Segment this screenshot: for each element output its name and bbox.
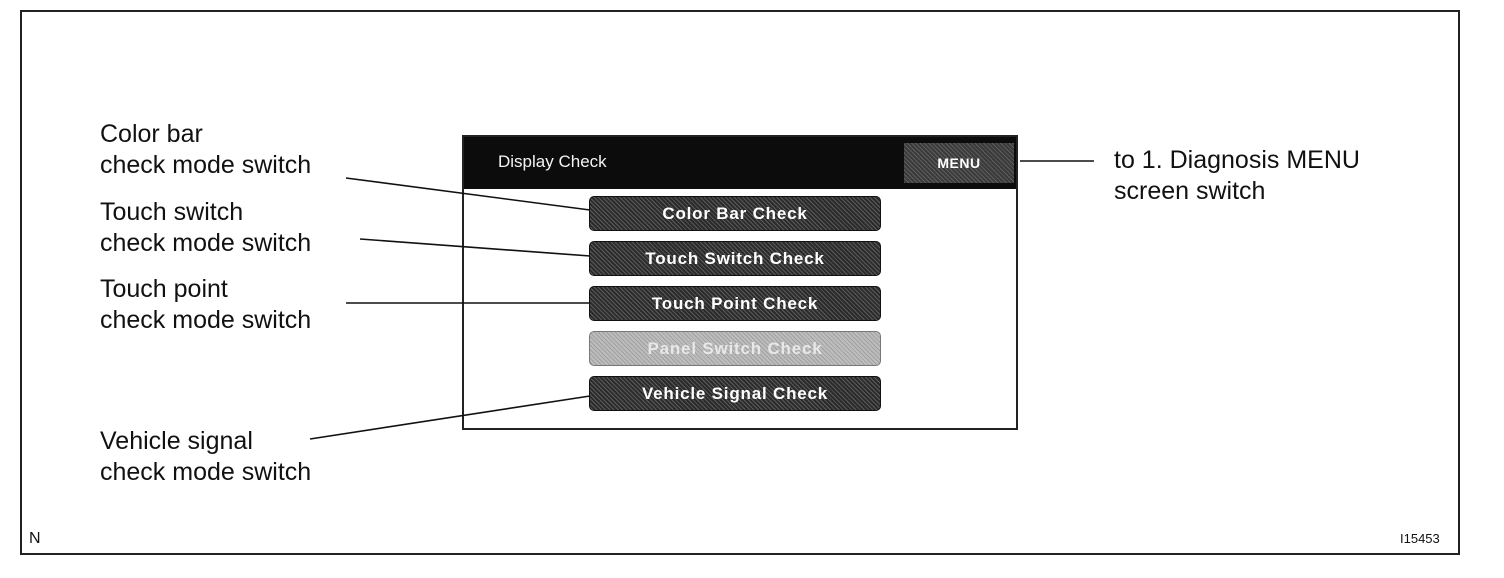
callout-line: check mode switch [100, 306, 312, 334]
leader-line-vehicle-signal [310, 396, 590, 439]
corner-mark: N [29, 530, 41, 547]
callout-line: Color bar [100, 120, 203, 148]
callout-line: check mode switch [100, 458, 312, 486]
menu-button[interactable]: MENU [904, 143, 1014, 183]
callout-line: check mode switch [100, 151, 312, 179]
figure-id: I15453 [1400, 531, 1440, 546]
callout-line: screen switch [1114, 177, 1266, 205]
screen-title: Display Check [498, 152, 607, 171]
color-bar-check-button[interactable]: Color Bar Check [589, 196, 881, 231]
panel-switch-check-button[interactable]: Panel Switch Check [589, 331, 881, 366]
leader-line-color-bar [346, 178, 590, 210]
leader-line-touch-switch [360, 239, 590, 256]
callout-line: Touch switch [100, 198, 244, 226]
touch-point-check-button[interactable]: Touch Point Check [589, 286, 881, 321]
callout-line: Vehicle signal [100, 427, 253, 455]
touch-switch-check-button[interactable]: Touch Switch Check [589, 241, 881, 276]
callout-line: check mode switch [100, 229, 312, 257]
callout-line: Touch point [100, 275, 228, 303]
vehicle-signal-check-button[interactable]: Vehicle Signal Check [589, 376, 881, 411]
callout-line: to 1. Diagnosis MENU [1114, 146, 1360, 174]
